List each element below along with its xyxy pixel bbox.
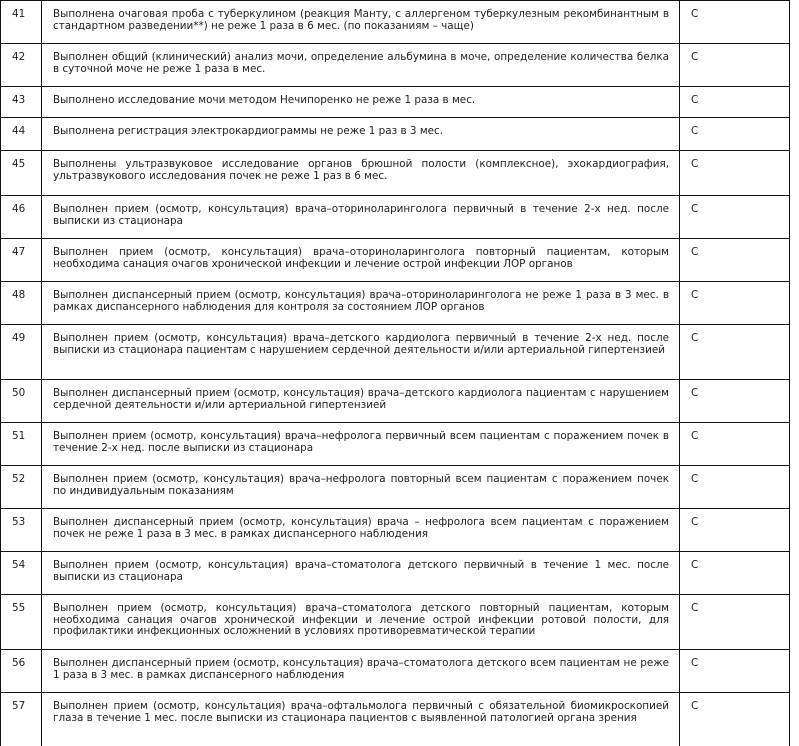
row-number: 50 xyxy=(1,380,42,423)
row-number: 54 xyxy=(1,552,42,595)
row-number: 57 xyxy=(1,693,42,746)
table-row xyxy=(1,552,790,595)
evidence-level: C xyxy=(680,239,790,282)
evidence-level: C xyxy=(680,552,790,595)
evidence-level: C xyxy=(680,693,790,746)
row-number: 41 xyxy=(1,1,42,44)
table-row xyxy=(1,423,790,466)
row-number: 55 xyxy=(1,595,42,650)
table-row xyxy=(1,118,790,151)
table-row xyxy=(1,595,790,650)
evidence-level: C xyxy=(680,509,790,552)
evidence-level: C xyxy=(680,87,790,118)
evidence-level: C xyxy=(680,282,790,325)
evidence-level: C xyxy=(680,1,790,44)
table-row xyxy=(1,693,790,746)
row-number: 56 xyxy=(1,650,42,693)
criterion-text: Выполнена очаговая проба с туберкулином (реакция Манту, с аллергеном туберкулезным рекомбинантным в стандартном разведении**) не реже 1 раза в 6 мес. (по показаниям – чаще) xyxy=(42,1,680,44)
criterion-text: Выполнена регистрация электрокардиограммы не реже 1 раз в 3 мес. xyxy=(42,118,680,151)
criterion-text: Выполнен прием (осмотр, консультация) врача–нефролога первичный всем пациентам с поражением почек в течение 2-х нед. после выписки из стационара xyxy=(42,423,680,466)
evidence-level: C xyxy=(680,595,790,650)
table-row xyxy=(1,239,790,282)
criterion-text: Выполнен прием (осмотр, консультация) врача–стоматолога детского повторный пациентам, которым необходима санация очагов хронической инфекции и лечение острой инфекции ротовой полости, для профилактики инфекционных осложнений в условиях противоревматической терапии xyxy=(42,595,680,650)
criterion-text: Выполнен прием (осмотр, консультация) врача–офтальмолога первичный с обязательной биомикроскопией глаза в течение 1 мес. после выписки из стационара пациентов с выявленной патологией органа зрения xyxy=(42,693,680,746)
table-row xyxy=(1,282,790,325)
table-row xyxy=(1,466,790,509)
evidence-level: C xyxy=(680,44,790,87)
row-number: 42 xyxy=(1,44,42,87)
table-row xyxy=(1,650,790,693)
table-row xyxy=(1,509,790,552)
row-number: 47 xyxy=(1,239,42,282)
table-row xyxy=(1,87,790,118)
row-number: 51 xyxy=(1,423,42,466)
table-row xyxy=(1,1,790,44)
criterion-text: Выполнен диспансерный прием (осмотр, консультация) врача – нефролога всем пациентам с поражением почек не реже 1 раза в 3 мес. в рамках диспансерного наблюдения xyxy=(42,509,680,552)
evidence-level: C xyxy=(680,466,790,509)
row-number: 44 xyxy=(1,118,42,151)
criterion-text: Выполнены ультразвуковое исследование органов брюшной полости (комплексное), эхокардиография, ультразвукового исследования почек не реже 1 раз в 6 мес. xyxy=(42,151,680,196)
evidence-level: C xyxy=(680,196,790,239)
evidence-level: C xyxy=(680,325,790,380)
table-row xyxy=(1,196,790,239)
table-row xyxy=(1,325,790,380)
evidence-level: C xyxy=(680,650,790,693)
table-row xyxy=(1,380,790,423)
table-row xyxy=(1,44,790,87)
criterion-text: Выполнен прием (осмотр, консультация) врача–детского кардиолога первичный в течение 2-х нед. после выписки из стационара пациентам с нарушением сердечной деятельности и/или артериальной гипертензией xyxy=(42,325,680,380)
criteria-table-body xyxy=(1,1,790,746)
row-number: 46 xyxy=(1,196,42,239)
criterion-text: Выполнен прием (осмотр, консультация) врача–нефролога повторный всем пациентам с поражением почек по индивидуальным показаниям xyxy=(42,466,680,509)
row-number: 52 xyxy=(1,466,42,509)
evidence-level: C xyxy=(680,380,790,423)
evidence-level: C xyxy=(680,118,790,151)
criterion-text: Выполнен диспансерный прием (осмотр, консультация) врача–стоматолога детского всем пациентам не реже 1 раза в 3 мес. в рамках диспансерного наблюдения xyxy=(42,650,680,693)
row-number: 49 xyxy=(1,325,42,380)
row-number: 53 xyxy=(1,509,42,552)
criterion-text: Выполнено исследование мочи методом Нечипоренко не реже 1 раза в мес. xyxy=(42,87,680,118)
evidence-level: C xyxy=(680,151,790,196)
criterion-text: Выполнен диспансерный прием (осмотр, консультация) врача–оториноларинголога не реже 1 раза в 3 мес. в рамках диспансерного наблюдения для контроля за состоянием ЛОР органов xyxy=(42,282,680,325)
row-number: 45 xyxy=(1,151,42,196)
criterion-text: Выполнен прием (осмотр, консультация) врача–стоматолога детского первичный в течение 1 мес. после выписки из стационара xyxy=(42,552,680,595)
row-number: 43 xyxy=(1,87,42,118)
criterion-text: Выполнен диспансерный прием (осмотр, консультация) врача–детского кардиолога пациентам с нарушением сердечной деятельности и/или артериальной гипертензией xyxy=(42,380,680,423)
evidence-level: C xyxy=(680,423,790,466)
row-number: 48 xyxy=(1,282,42,325)
table-row xyxy=(1,151,790,196)
criterion-text: Выполнен общий (клинический) анализ мочи, определение альбумина в моче, определение количества белка в суточной моче не реже 1 раза в мес. xyxy=(42,44,680,87)
criterion-text: Выполнен прием (осмотр, консультация) врача–оториноларинголога повторный пациентам, которым необходима санация очагов хронической инфекции и лечение острой инфекции ЛОР органов xyxy=(42,239,680,282)
criterion-text: Выполнен прием (осмотр, консультация) врача–оториноларинголога первичный в течение 2-х нед. после выписки из стационара xyxy=(42,196,680,239)
